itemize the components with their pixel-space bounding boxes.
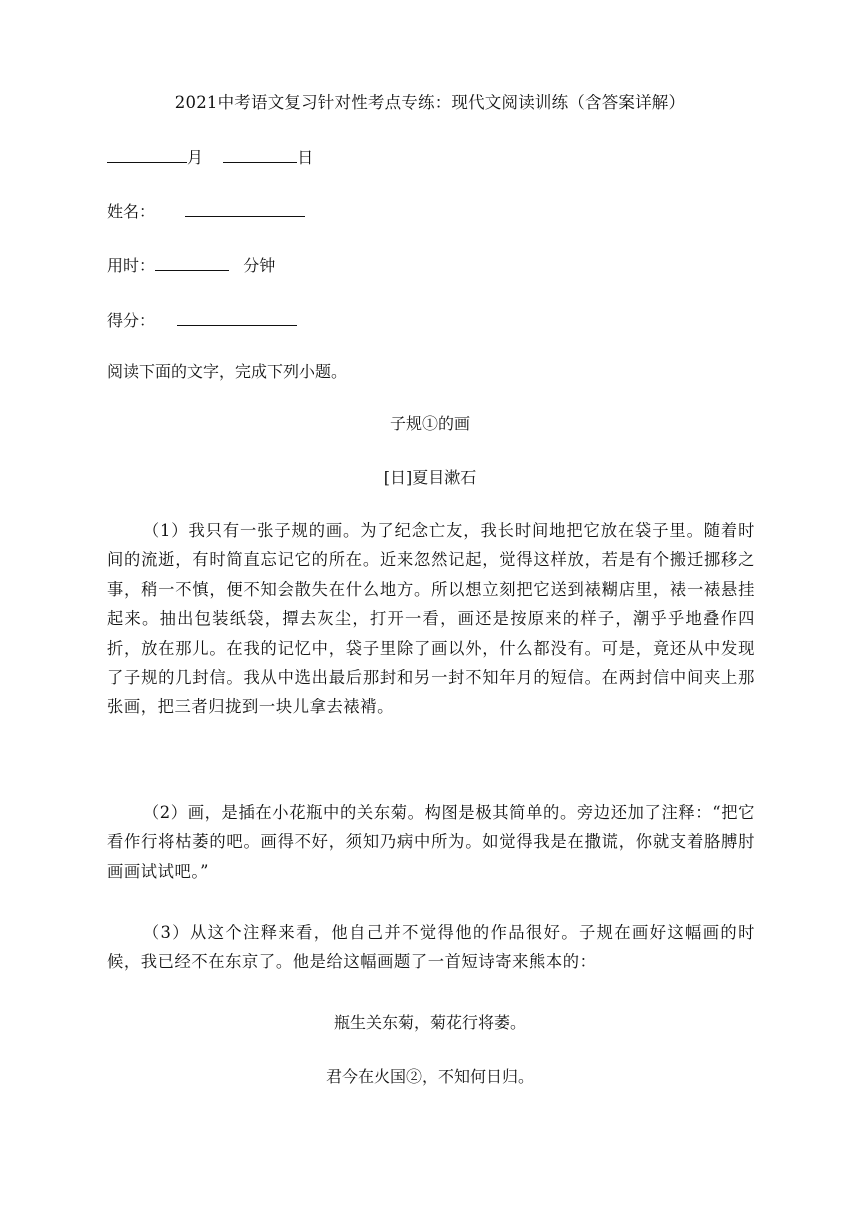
score-blank[interactable] <box>177 311 297 326</box>
poem-line-2: 君今在火国②，不知何日归。 <box>325 1067 534 1086</box>
time-label: 用时： <box>107 256 156 275</box>
poem-line-1: 瓶生关东菊，菊花行将萎。 <box>333 1013 526 1032</box>
name-blank[interactable] <box>185 202 305 217</box>
paragraph-1: （1）我只有一张子规的画。为了纪念亡友，我长时间地把它放在袋子里。随着时间的流逝，有时简直忘记它的所在。近来忽然记起，觉得这样放，若是有个搬迁挪移之事，稍一不慎，便不知会散失在什么地方。所以想立刻把它送到裱糊店里，裱一裱悬挂起来。抽出包装纸袋，撢去灰尘，打开一看，画还是按原来的样子，潮乎乎地叠作四折，放在那儿。在我的记忆中，袋子里除了画以外，什么都没有。可是，竟还从中发现了子规的几封信。我从中选出最后那封和另一封不知年月的短信。在两封信中间夹上那张画，把三者归拢到一块儿拿去裱褙。 <box>107 521 755 717</box>
paragraph-3: （3）从这个注释来看，他自己并不觉得他的作品很好。子规在画好这幅画的时候，我已经不在东京了。他是给这幅画题了一首短诗寄来熊本的： <box>107 923 755 972</box>
day-label: 日 <box>297 148 314 167</box>
score-label: 得分： <box>107 311 156 330</box>
article-author: [日]夏目漱石 <box>383 468 477 487</box>
time-line <box>107 256 275 276</box>
name-line <box>107 202 305 222</box>
time-unit: 分钟 <box>243 256 276 275</box>
time-blank[interactable] <box>155 256 229 271</box>
article-title: 子规①的画 <box>389 414 470 433</box>
instruction: 阅读下面的文字，完成下列小题。 <box>107 362 348 381</box>
paragraph-2: （2）画，是插在小花瓶中的关东菊。构图是极其简单的。旁边还加了注释：“把它看作行将枯萎的吧。画得不好，须知乃病中所为。如觉得我是在撒谎，你就支着胳膊肘画画试试吧。” <box>107 803 755 881</box>
day-blank[interactable] <box>223 148 297 163</box>
month-blank[interactable] <box>107 148 187 163</box>
date-line <box>107 148 313 168</box>
document-title: 2021中考语文复习针对性考点专练：现代文阅读训练（含答案详解） <box>174 93 686 112</box>
month-label: 月 <box>187 148 204 167</box>
score-line <box>107 311 297 331</box>
name-label: 姓名： <box>107 202 156 221</box>
